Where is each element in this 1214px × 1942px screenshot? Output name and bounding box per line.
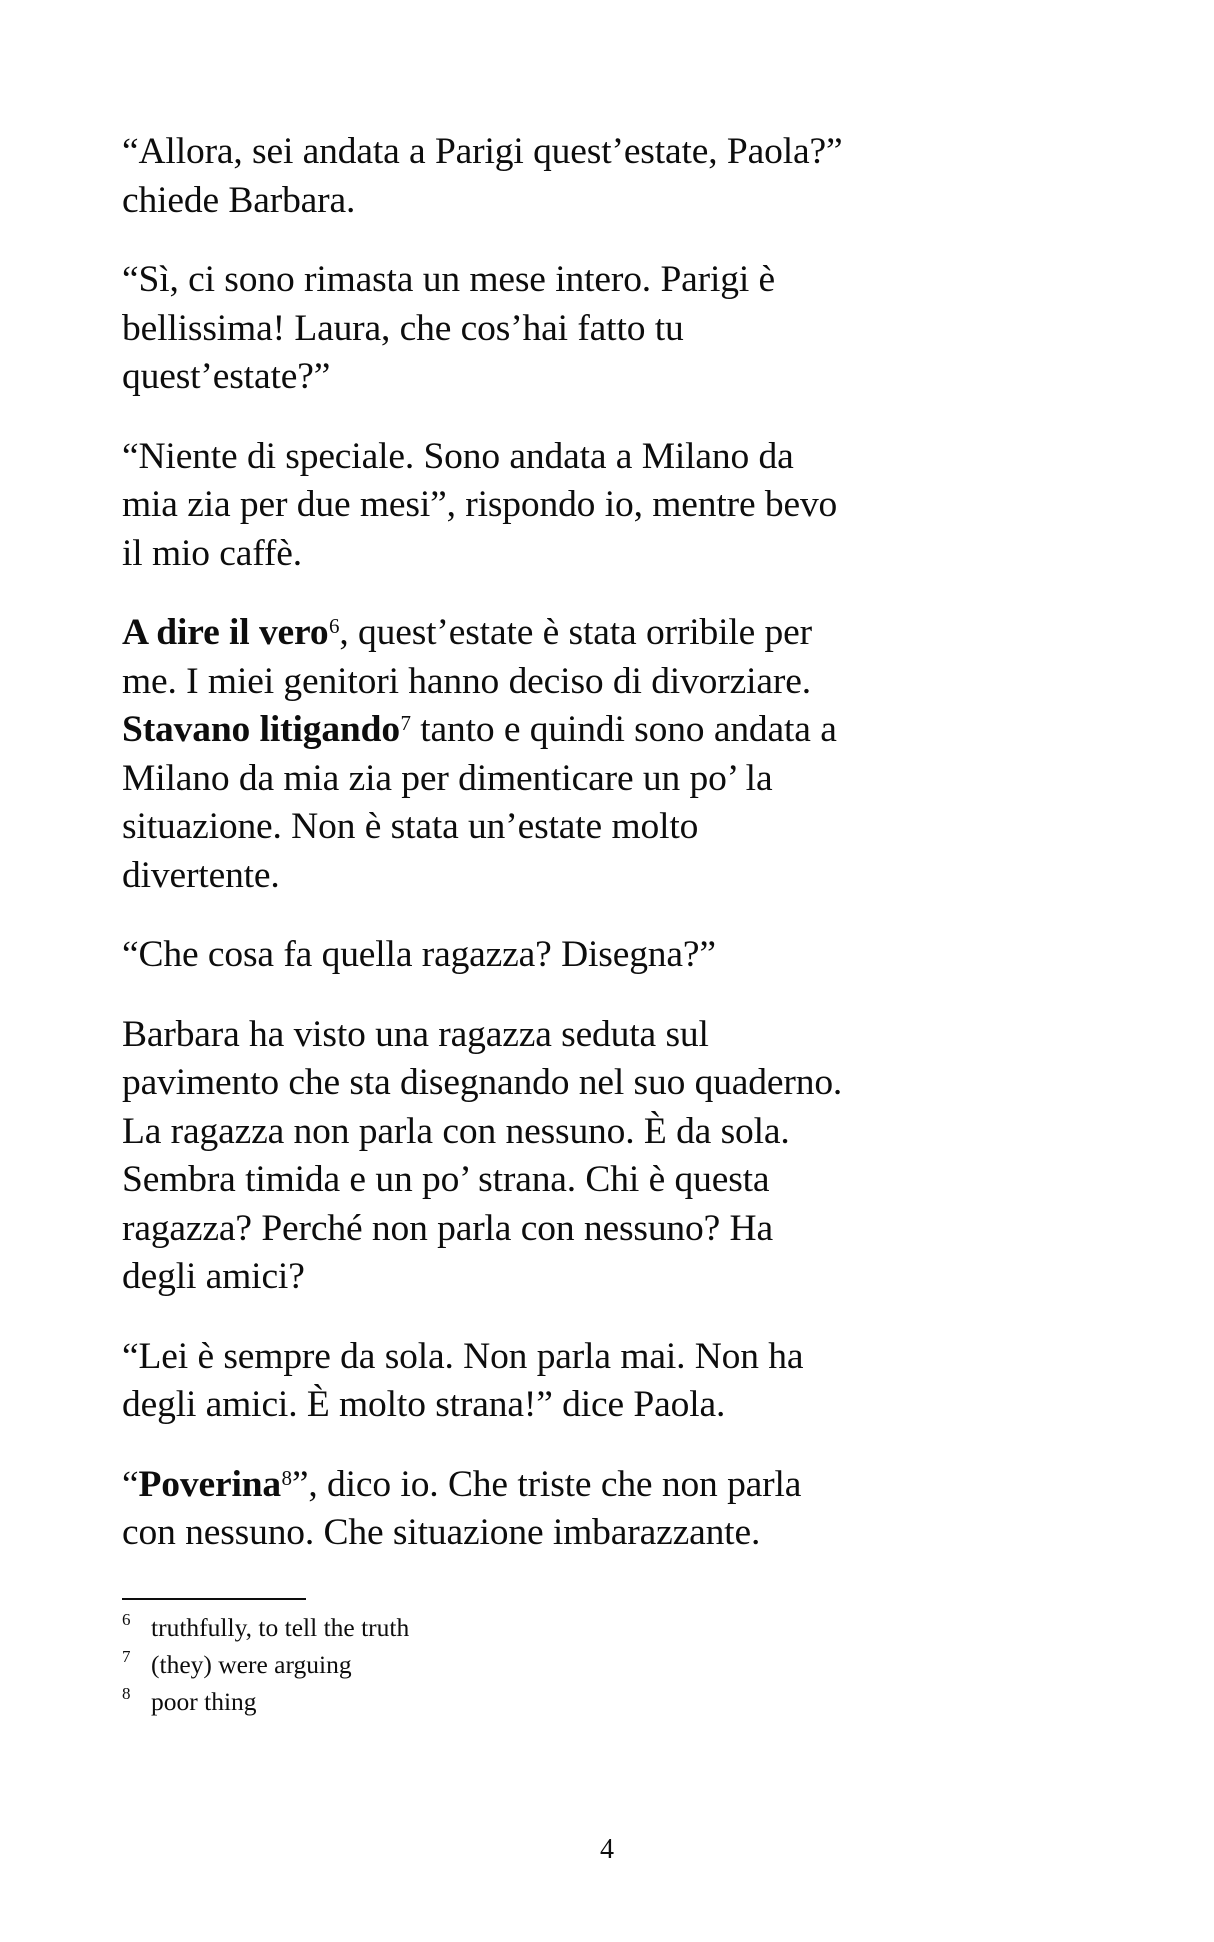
body-text-column bbox=[122, 128, 852, 1558]
footnote-text: truthfully, to tell the truth bbox=[151, 1613, 410, 1642]
paragraph bbox=[122, 1333, 852, 1430]
footnote-text: poor thing bbox=[151, 1687, 257, 1716]
page-number: 4 bbox=[600, 1834, 614, 1865]
text-run: “Sì, ci sono rimasta un mese intero. Parigi è bellissima! Laura, che cos’hai fatto tu quest’estate?” bbox=[122, 259, 776, 397]
paragraph bbox=[122, 433, 852, 579]
footnote-block bbox=[122, 1598, 722, 1720]
bold-phrase: Stavano litigando bbox=[122, 709, 400, 750]
text-run: ”, dico io. Che triste che non parla con nessuno. Che situazione imbarazzante. bbox=[122, 1463, 802, 1553]
paragraph bbox=[122, 609, 852, 900]
footnote-text: (they) were arguing bbox=[151, 1650, 352, 1679]
footnote-item: 6 truthfully, to tell the truth bbox=[122, 1610, 410, 1642]
text-run: tanto e quindi sono andata a Milano da mia zia per dimenticare un po’ la situazione. Non è stata un’estate molto divertente. bbox=[122, 709, 837, 896]
text-run: “Allora, sei andata a Parigi quest’estate, Paola?” chiede Barbara. bbox=[122, 131, 843, 221]
paragraph bbox=[122, 931, 852, 980]
paragraph bbox=[122, 1461, 852, 1558]
paragraph bbox=[122, 128, 852, 225]
footnote-reference-7[interactable]: 7 bbox=[400, 711, 411, 736]
footnote-separator-rule bbox=[122, 1598, 306, 1600]
footnote-reference-8[interactable]: 8 bbox=[281, 1465, 292, 1490]
text-run: Barbara ha visto una ragazza seduta sul pavimento che sta disegnando nel suo quaderno. La ragazza non parla con nessuno. È da sola. Sembra timida e un po’ strana. Chi è questa ragazza? Perché non parla con nessuno? Ha degli amici? bbox=[122, 1013, 843, 1297]
text-run: “ bbox=[122, 1463, 139, 1505]
text-run: “Che cosa fa quella ragazza? Disegna?” bbox=[122, 934, 716, 975]
text-run: , quest’estate è stata orribile per me. I miei genitori hanno deciso di divorziare. bbox=[122, 612, 812, 702]
paragraph bbox=[122, 256, 852, 402]
text-run: “Niente di speciale. Sono andata a Milano da mia zia per due mesi”, rispondo io, mentre bevo il mio caffè. bbox=[122, 435, 838, 574]
footnote-item: 7 (they) were arguing bbox=[122, 1647, 352, 1679]
footnote-list bbox=[122, 1609, 722, 1720]
bold-phrase: Poverina bbox=[138, 1463, 282, 1505]
paragraph bbox=[122, 1011, 852, 1302]
footnote-reference-6[interactable]: 6 bbox=[328, 614, 340, 639]
bold-phrase: A dire il vero bbox=[122, 612, 329, 653]
text-run: “Lei è sempre da sola. Non parla mai. Non ha degli amici. È molto strana!” dice Paola. bbox=[122, 1335, 804, 1425]
footnote-item: 8 poor thing bbox=[122, 1684, 257, 1716]
